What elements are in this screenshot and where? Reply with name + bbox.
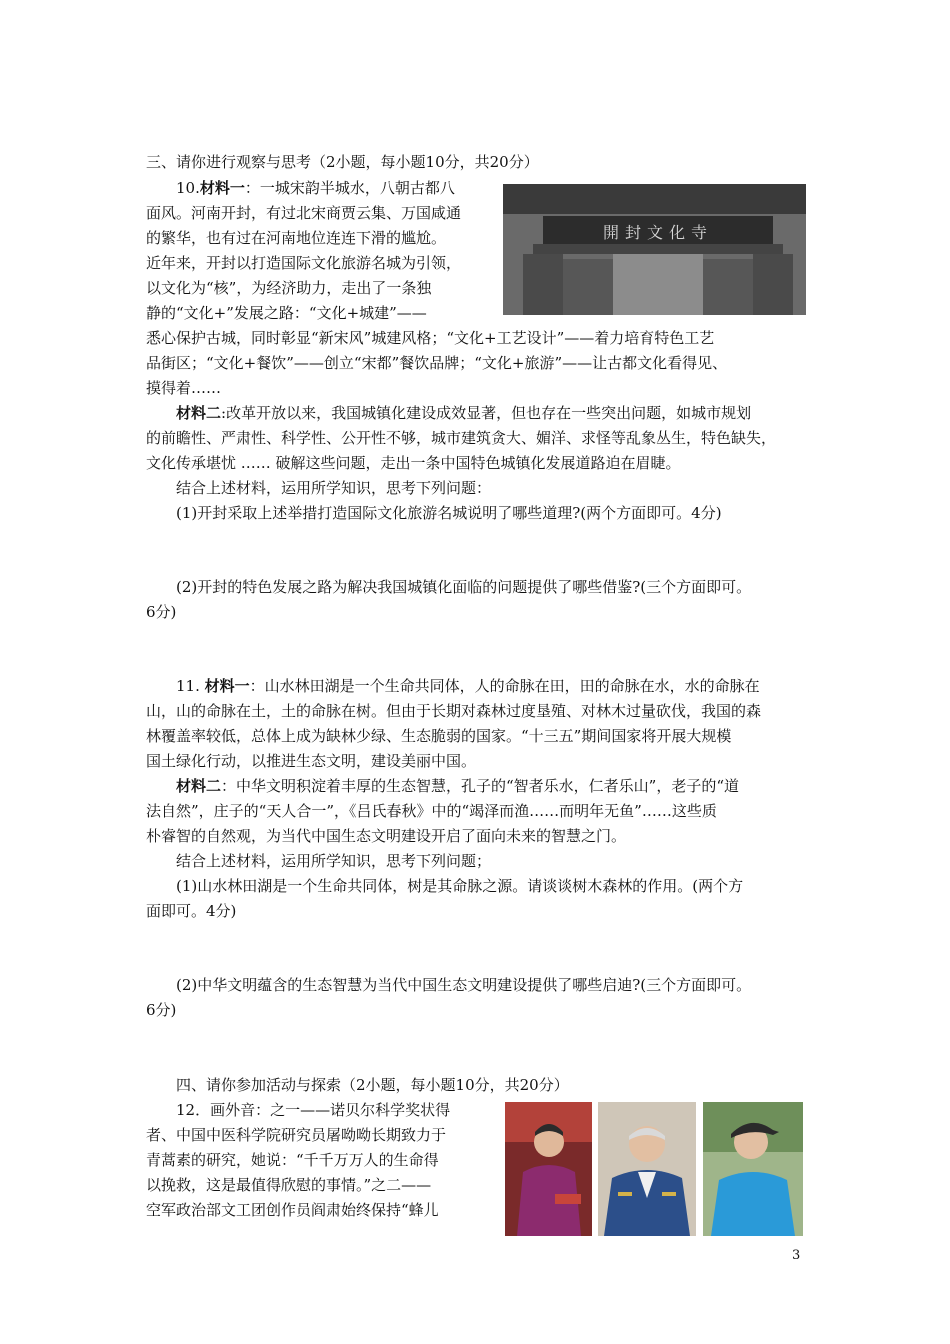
- kaifeng-gate-photo: [503, 184, 806, 315]
- q10-material2-label: 材料二: [176, 404, 222, 422]
- q12-line-4: 以挽救，这是最值得欣慰的事情。”之二——: [146, 1176, 432, 1194]
- q10-material2-line-1: 材料二:改革开放以来，我国城镇化建设成效显著，但也存在一些突出问题，如城市规划: [176, 404, 752, 422]
- section3-heading: 三、请你进行观察与思考（2小题，每小题10分，共20分）: [146, 153, 539, 171]
- q11-material2-label: 材料二: [176, 777, 222, 795]
- q12-line-3: 青蒿素的研究，她说：“千千万万人的生命得: [146, 1151, 439, 1169]
- q11-line-2: 山，山的命脉在土，土的命脉在树。但由于长期对森林过度垦殖、对林木过量砍伐，我国的森: [146, 702, 762, 720]
- q10-question-1: (1)开封采取上述举措打造国际文化旅游名城说明了哪些道理?(两个方面即可。4分): [176, 504, 722, 522]
- q10-line-5: 以文化为“核”，为经济助力，走出了一条独: [146, 279, 432, 297]
- portrait-photo-yan-su: [598, 1102, 696, 1236]
- q12-line-1: 12．画外音：之一——诺贝尔科学奖状得: [176, 1101, 451, 1119]
- q11-material2-line-2: 法自然”，庄子的“天人合一”，《吕氏春秋》中的“竭泽而渔……而明年无鱼”……这些质: [146, 802, 717, 820]
- q10-line-3: 的繁华，也有过在河南地位连连下滑的尴尬。: [146, 229, 447, 247]
- q12-line-2: 者、中国中医科学院研究员屠呦呦长期致力于: [146, 1126, 447, 1144]
- q10-line-9: 摸得着……: [146, 379, 222, 397]
- q10-line-8: 品街区；“文化+餐饮”——创立“宋都”餐饮品牌；“文化+旅游”——让古都文化看得见、: [146, 354, 728, 372]
- q11-material2-line-1: 材料二：中华文明积淀着丰厚的生态智慧，孔子的“智者乐水，仁者乐山”，老子的“道: [176, 777, 740, 795]
- q11-line-4: 国土绿化行动，以推进生态文明，建设美丽中国。: [146, 752, 477, 770]
- q11-question-1-cont: 面即可。4分): [146, 902, 237, 920]
- section4-heading: 四、请你参加活动与探索（2小题，每小题10分，共20分）: [176, 1076, 569, 1094]
- q11-line-3: 林覆盖率较低，总体上成为缺林少绿、生态脆弱的国家。“十三五”期间国家将开展大规模: [146, 727, 732, 745]
- q10-question-2-cont: 6分): [146, 603, 177, 621]
- q11-material1-label: 材料一: [204, 677, 250, 695]
- q11-material2-line-3: 朴睿智的自然观，为当代中国生态文明建设开启了面向未来的智慧之门。: [146, 827, 627, 845]
- q10-line-7: 悉心保护古城，同时彰显“新宋风”城建风格；“文化+工艺设计”——着力培育特色工艺: [146, 329, 715, 347]
- q10-material2-line-3: 文化传承堪忧 …… 破解这些问题，走出一条中国特色城镇化发展道路迫在眉睫。: [146, 454, 681, 472]
- q11-question-2-cont: 6分): [146, 1001, 177, 1019]
- q11-question-1: (1)山水林田湖是一个生命共同体，树是其命脉之源。请谈谈树木森林的作用。(两个方: [176, 877, 744, 895]
- portrait-photo-tu-youyou: [505, 1102, 592, 1236]
- q10-line-4: 近年来，开封以打造国际文化旅游名城为引领，: [146, 254, 462, 272]
- q11-question-2: (2)中华文明蕴含的生态智慧为当代中国生态文明建设提供了哪些启迪?(三个方面即可。: [176, 976, 752, 994]
- q10-material2-line-2: 的前瞻性、严肃性、科学性、公开性不够，城市建筑贪大、媚洋、求怪等乱象丛生，特色缺失，: [146, 429, 777, 447]
- q11-prompt: 结合上述材料，运用所学知识，思考下列问题；: [176, 852, 492, 870]
- q12-line-5: 空军政治部文工团创作员阎肃始终保持“蜂儿: [146, 1201, 439, 1219]
- page-number: 3: [792, 1248, 801, 1263]
- q10-material1-label: 材料一: [199, 179, 245, 197]
- q10-line-2: 面风。河南开封，有过北宋商贾云集、万国咸通: [146, 204, 462, 222]
- q10-prompt: 结合上述材料，运用所学知识，思考下列问题：: [176, 479, 492, 497]
- q10-line-6: 静的“文化+”发展之路：“文化+城建”——: [146, 304, 427, 322]
- gate-sign-text: 開封文化寺: [602, 223, 713, 242]
- q10-line-1: 10.材料一：一城宋韵半城水，八朝古都八: [176, 179, 455, 197]
- q11-line-1: 11. 材料一：山水林田湖是一个生命共同体，人的命脉在田，田的命脉在水，水的命脉在: [176, 677, 760, 695]
- q10-question-2: (2)开封的特色发展之路为解决我国城镇化面临的问题提供了哪些借鉴?(三个方面即可。: [176, 578, 752, 596]
- portrait-photo-third: [703, 1102, 803, 1236]
